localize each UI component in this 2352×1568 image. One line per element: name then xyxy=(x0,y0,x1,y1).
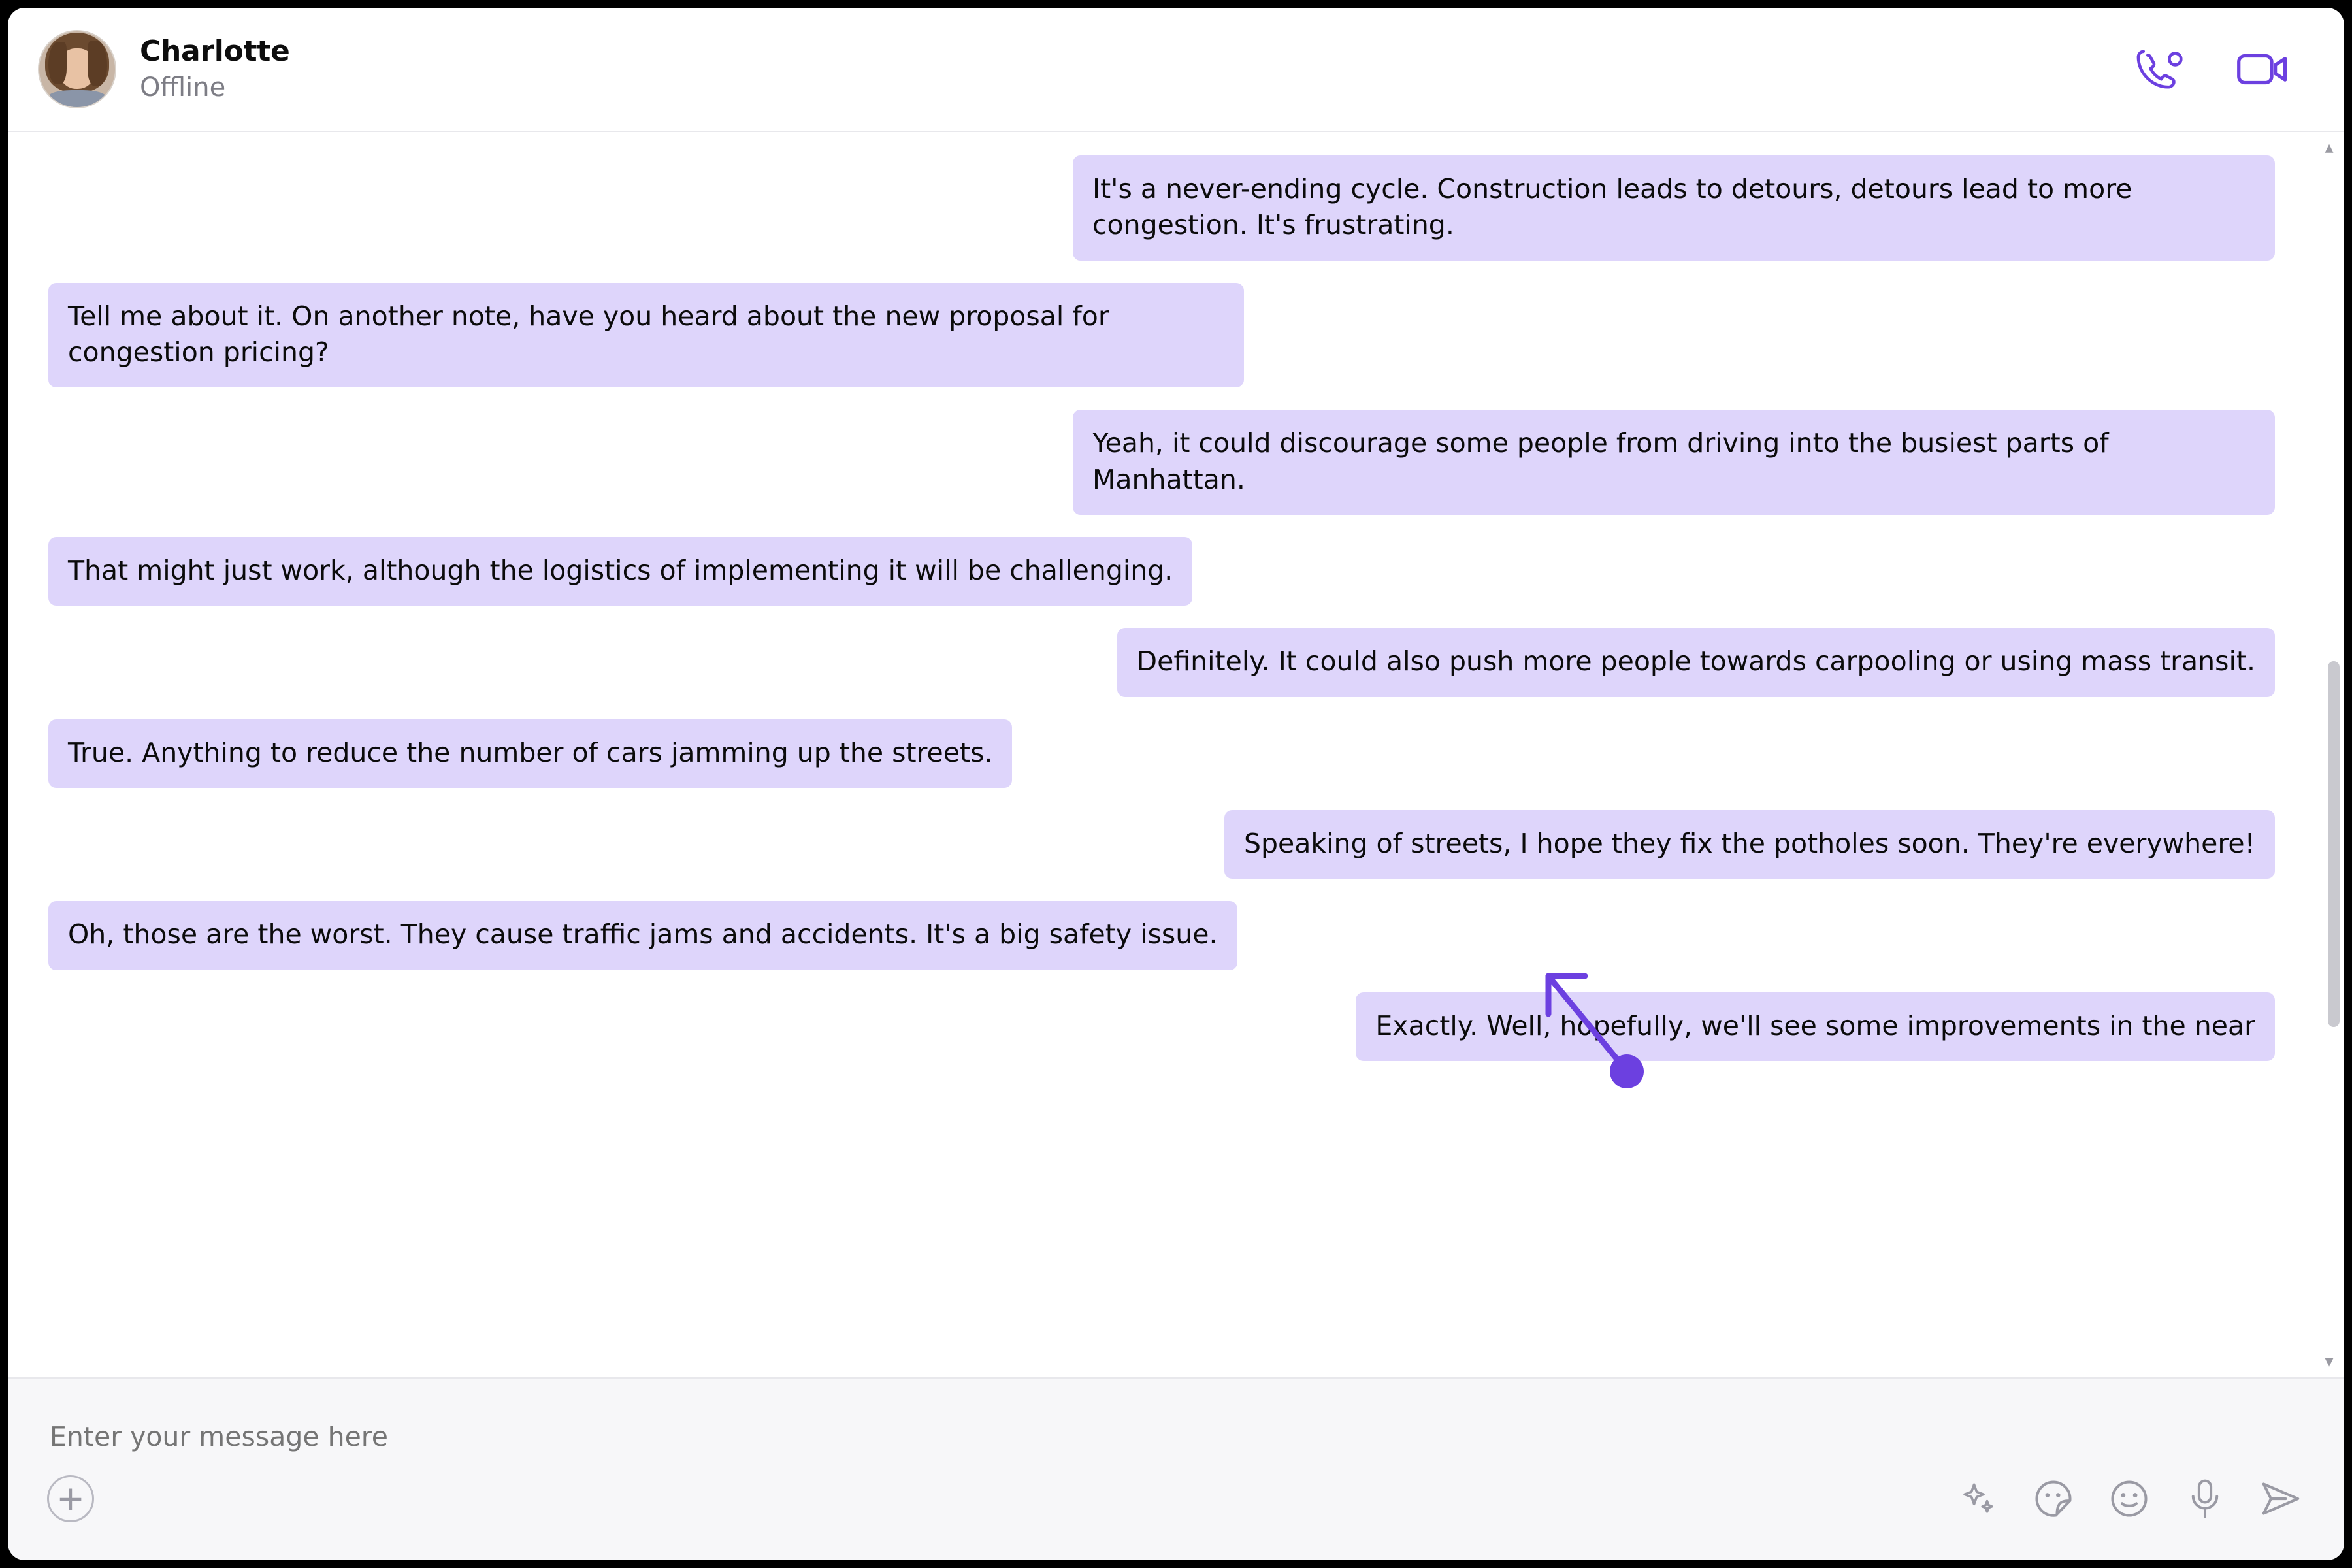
messages-list xyxy=(8,132,2315,1377)
audio-call-icon[interactable] xyxy=(2131,44,2189,95)
message-bubble: It's a never-ending cycle. Construction leads to detours, detours lead to more congestion. It's frustrating. xyxy=(1073,155,2275,261)
message-bubble: Oh, those are the worst. They cause traffic jams and accidents. It's a big safety issue. xyxy=(48,901,1237,970)
composer-actions xyxy=(1953,1475,2305,1523)
composer-toolbar xyxy=(43,1460,2309,1541)
avatar-body xyxy=(48,90,106,107)
message-bubble: Definitely. It could also push more people towards carpooling or using mass transit. xyxy=(1117,628,2275,696)
message-row xyxy=(48,537,2275,606)
microphone-icon[interactable] xyxy=(2181,1475,2229,1523)
emoji-icon[interactable] xyxy=(2105,1475,2153,1523)
message-row xyxy=(48,628,2275,696)
message-input[interactable] xyxy=(43,1397,2322,1460)
sticker-icon[interactable] xyxy=(2029,1475,2078,1523)
chat-header xyxy=(8,8,2344,132)
messages-area xyxy=(8,132,2344,1377)
scroll-up-arrow[interactable]: ▴ xyxy=(2325,138,2334,157)
scrollbar-thumb[interactable] xyxy=(2328,661,2340,1027)
message-composer xyxy=(8,1377,2344,1560)
header-actions xyxy=(2131,44,2314,95)
message-row xyxy=(48,283,2275,388)
sparkle-icon[interactable] xyxy=(1953,1475,2002,1523)
send-icon[interactable] xyxy=(2257,1475,2305,1523)
message-bubble: That might just work, although the logistics of implementing it will be challenging. xyxy=(48,537,1192,606)
contact-info xyxy=(140,35,290,105)
message-bubble: Tell me about it. On another note, have you heard about the new proposal for congestion pricing? xyxy=(48,283,1244,388)
message-bubble: Yeah, it could discourage some people from driving into the busiest parts of Manhattan. xyxy=(1073,410,2275,515)
video-call-icon[interactable] xyxy=(2234,44,2292,95)
contact-avatar xyxy=(38,30,116,108)
chat-window xyxy=(8,8,2344,1560)
message-row xyxy=(48,992,2275,1061)
message-bubble: Speaking of streets, I hope they fix the potholes soon. They're everywhere! xyxy=(1224,810,2275,879)
message-bubble: True. Anything to reduce the number of cars jamming up the streets. xyxy=(48,719,1012,788)
scroll-down-arrow[interactable]: ▾ xyxy=(2325,1352,2334,1371)
messages-scrollbar[interactable] xyxy=(2321,135,2338,1375)
message-row xyxy=(48,810,2275,879)
contact-name: Charlotte xyxy=(140,34,290,68)
message-bubble: Exactly. Well, hopefully, we'll see some improvements in the near xyxy=(1356,992,2275,1061)
message-row xyxy=(48,901,2275,970)
avatar-hair-left xyxy=(48,42,67,84)
contact-status: Offline xyxy=(140,73,226,103)
message-row xyxy=(48,410,2275,515)
message-row xyxy=(48,719,2275,788)
scrollbar-track[interactable] xyxy=(2325,165,2333,1345)
attach-button[interactable]: + xyxy=(47,1475,94,1522)
message-row xyxy=(48,155,2275,261)
